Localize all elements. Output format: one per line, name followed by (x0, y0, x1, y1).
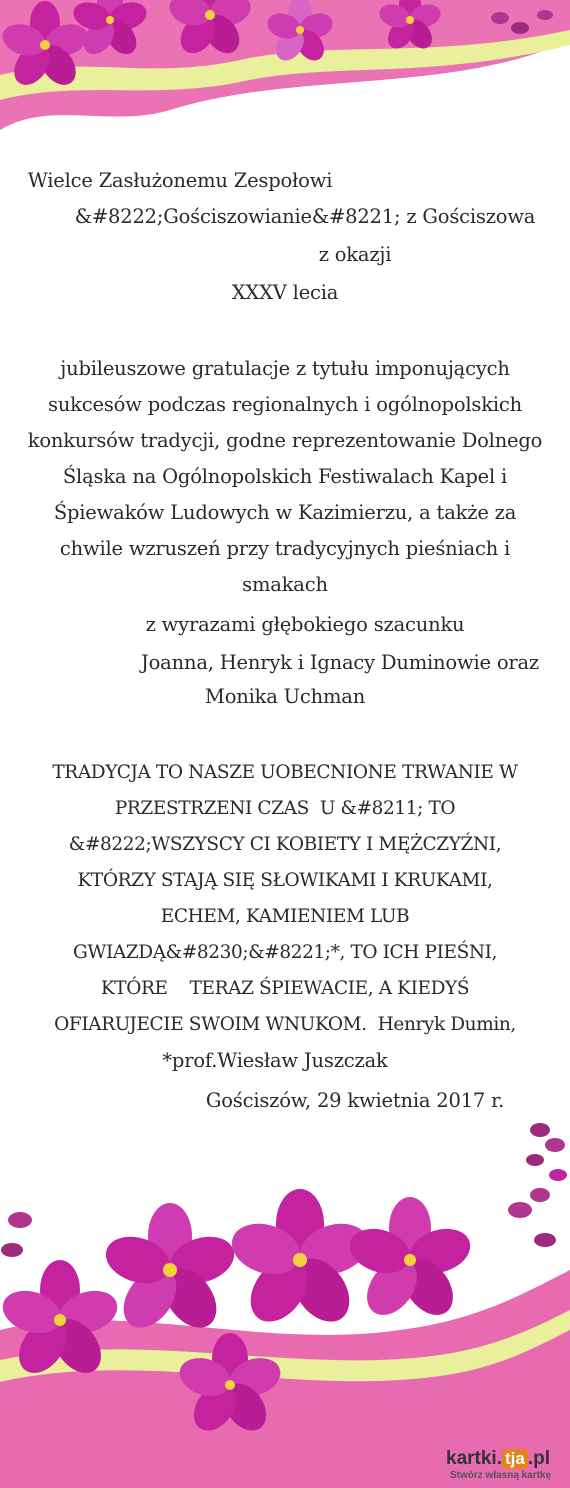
greeting-line: PRZESTRZENI CZAS U &#8211; TO (114, 798, 456, 819)
greeting-line: Joanna, Henryk i Ignacy Duminowie oraz (141, 651, 539, 674)
greeting-line: GWIAZDĄ&#8230;&#8221;*, TO ICH PIEŚNI, (72, 942, 498, 963)
greeting-line: z wyrazami głębokiego szacunku (145, 613, 465, 636)
greeting-line: XXXV lecia (231, 281, 339, 304)
greeting-line: Śpiewaków Ludowych w Kazimierzu, a także za (53, 501, 517, 524)
greeting-line: Gościszów, 29 kwietnia 2017 r. (205, 1089, 505, 1112)
greeting-line: Wielce Zasłużonemu Zespołowi (27, 169, 333, 192)
brand-logo[interactable] (446, 1448, 564, 1484)
greeting-line: Śląska na Ogólnopolskich Festiwalach Kapel i (62, 465, 508, 488)
brand-tagline: Stwórz własną kartkę (450, 1470, 552, 1481)
greeting-line: &#8222;Gościszowianie&#8221; z Gościszowa (74, 205, 536, 228)
greeting-line: sukcesów podczas regionalnych i ogólnopolskich (48, 393, 522, 416)
greeting-line: konkursów tradycji, godne reprezentowanie Dolnego (27, 429, 543, 452)
greeting-line: jubileuszowe gratulacje z tytułu imponujących (60, 357, 510, 380)
greeting-line: OFIARUJECIE SWOIM WNUKOM. Henryk Dumin, (54, 1014, 516, 1035)
greeting-line: ECHEM, KAMIENIEM LUB (160, 906, 410, 927)
greeting-line: KTÓRE TERAZ ŚPIEWACIE, A KIEDYŚ (100, 978, 470, 999)
greeting-line: TRADYCJA TO NASZE UOBECNIONE TRWANIE W (52, 762, 518, 783)
greeting-line: KTÓRZY STAJĄ SIĘ SŁOWIKAMI I KRUKAMI, (77, 870, 493, 891)
greeting-line: &#8222;WSZYSCY CI KOBIETY I MĘŻCZYŹNI, (68, 834, 502, 855)
brand-logo-wordmark (446, 1448, 550, 1470)
brand-prefix: kartki. (446, 1448, 502, 1469)
greeting-line: smakach (242, 573, 328, 596)
greeting-line: z okazji (318, 243, 392, 266)
greeting-line: *prof.Wiesław Juszczak (162, 1049, 388, 1072)
brand-suffix: .pl (527, 1448, 550, 1469)
greeting-line: Monika Uchman (204, 685, 366, 708)
greeting-line: chwile wzruszeń przy tradycyjnych pieśniach i (59, 537, 511, 560)
brand-badge: tja (502, 1449, 528, 1469)
